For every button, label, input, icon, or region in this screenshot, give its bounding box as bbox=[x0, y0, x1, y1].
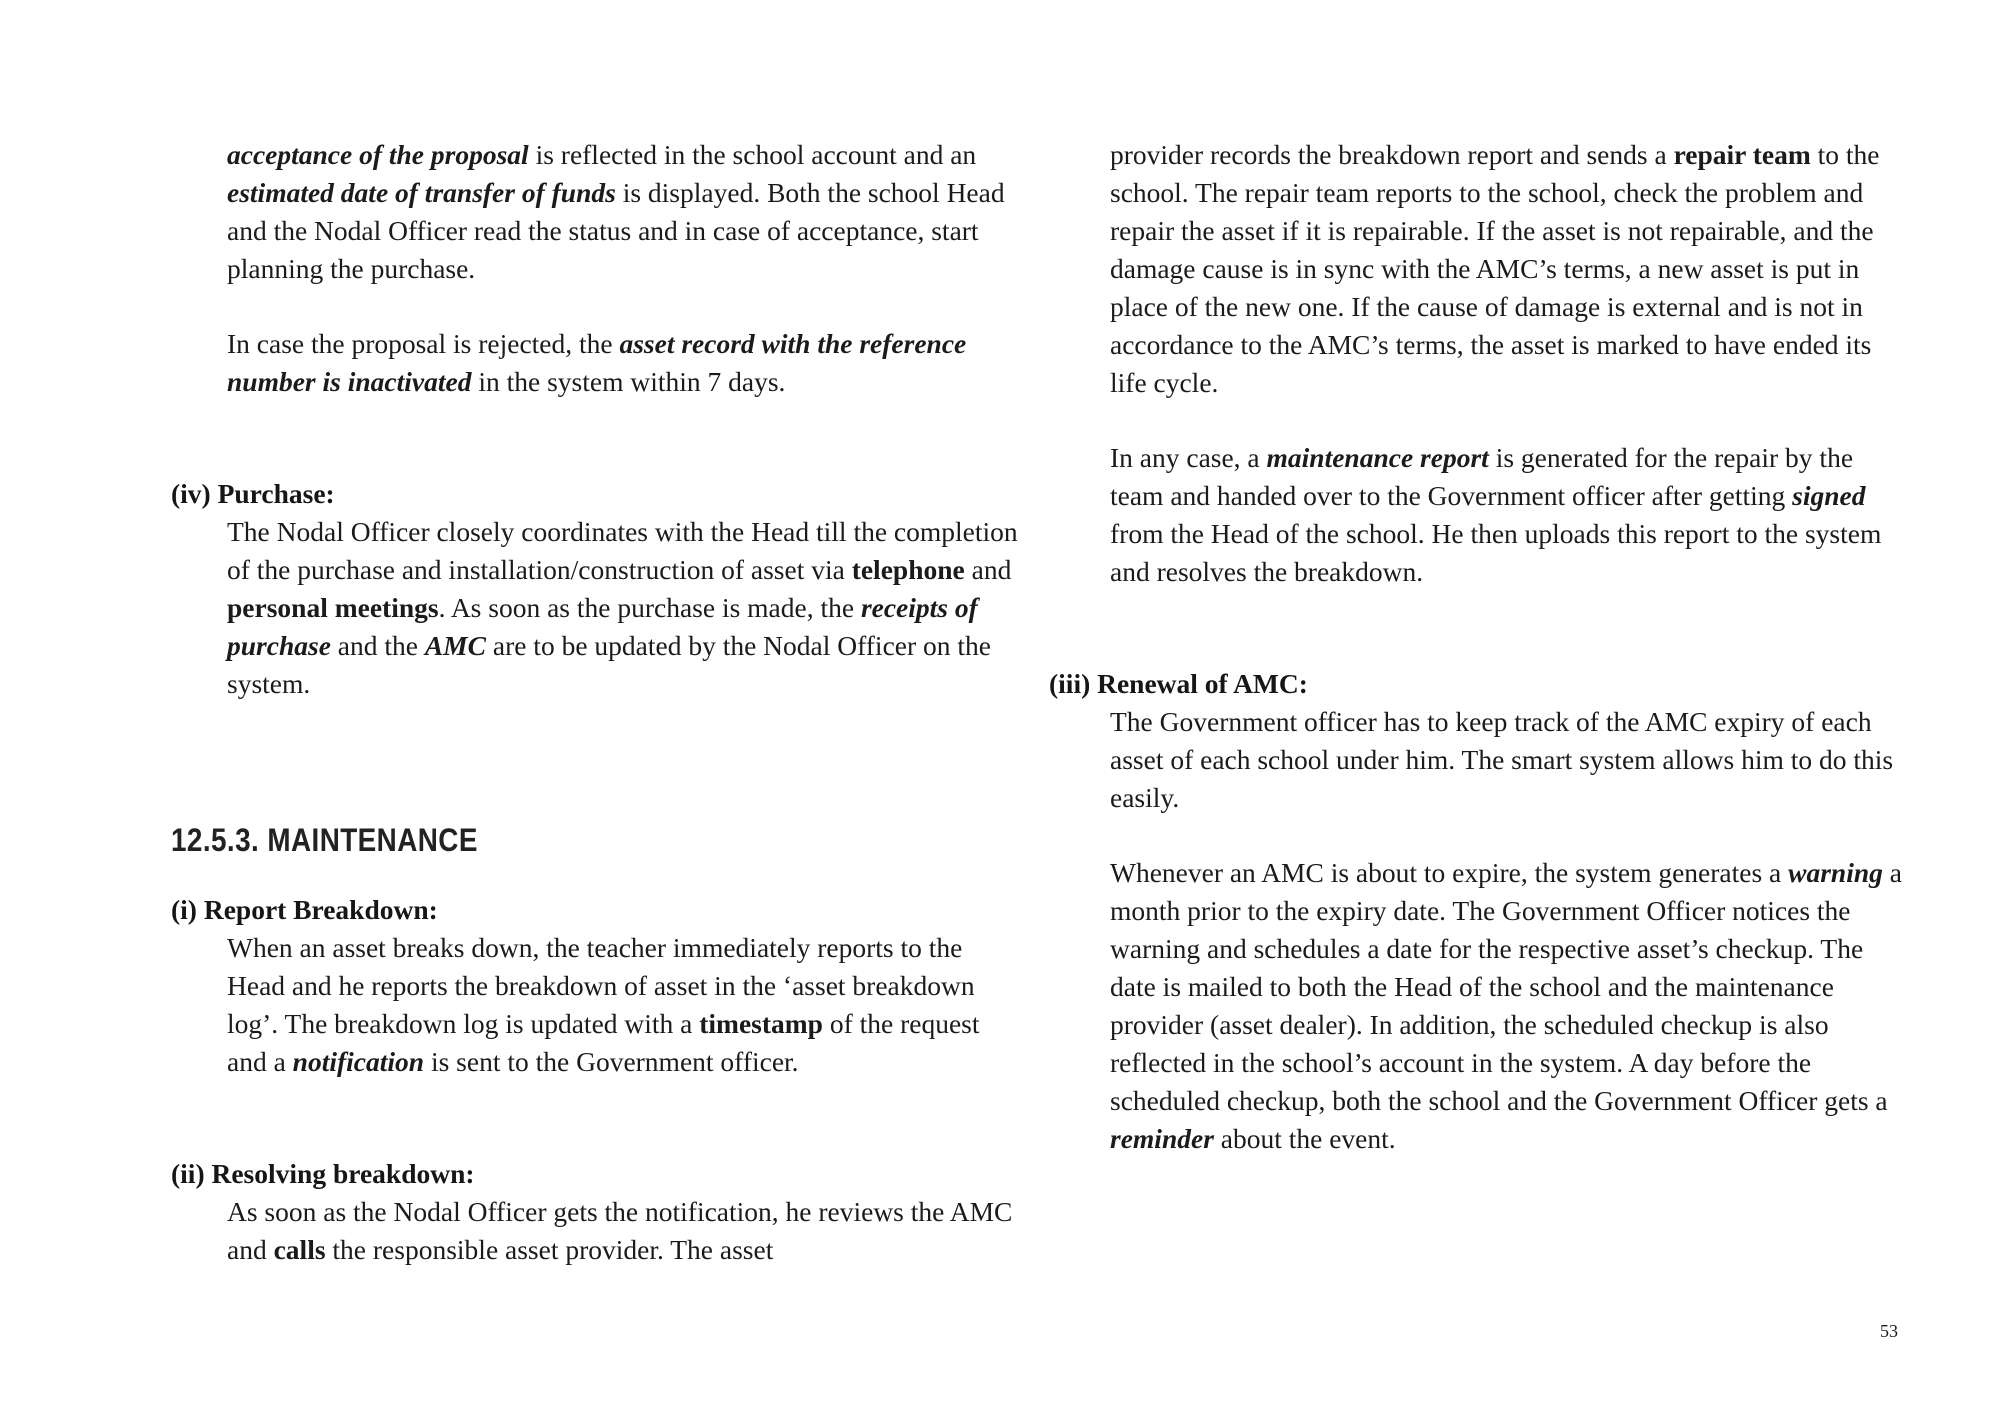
text-segment: receipts of purchase bbox=[227, 592, 978, 661]
text-segment: When an asset breaks down, the teacher immediately reports to the Head and he reports the breakdown of asset in the ‘asset breakdown log’. The breakdown log is updated with a bbox=[227, 932, 975, 1039]
paragraph bbox=[227, 136, 1019, 288]
paragraph bbox=[227, 325, 1019, 401]
item-heading: (i) Report Breakdown: bbox=[171, 894, 438, 925]
text-segment: and bbox=[964, 554, 1012, 585]
text-segment: timestamp bbox=[699, 1008, 823, 1039]
text-segment: The Nodal Officer closely coordinates with the Head till the completion of the purchase and installation/construction of asset via bbox=[227, 516, 1018, 585]
paragraph bbox=[1110, 854, 1910, 1158]
paragraph bbox=[227, 929, 1019, 1081]
text-segment: calls bbox=[273, 1234, 326, 1265]
text-segment: about the event. bbox=[1213, 1123, 1396, 1154]
text-segment: As soon as the Nodal Officer gets the notification, he reviews the AMC and bbox=[227, 1196, 1013, 1265]
text-segment: and the bbox=[330, 630, 425, 661]
text-segment: asset record with the reference number is inactivated bbox=[227, 328, 967, 397]
paragraph bbox=[227, 1193, 1019, 1269]
paragraph bbox=[1110, 703, 1910, 817]
text-segment: Whenever an AMC is about to expire, the system generates a bbox=[1110, 857, 1789, 888]
text-segment: in the system within 7 days. bbox=[471, 366, 786, 397]
text-segment: reminder bbox=[1110, 1123, 1214, 1154]
right-column bbox=[1049, 136, 1915, 1158]
paragraph bbox=[1110, 439, 1910, 591]
text-segment: notification bbox=[292, 1046, 425, 1077]
paragraph bbox=[227, 513, 1019, 703]
text-segment: signed bbox=[1792, 480, 1866, 511]
text-segment: the responsible asset provider. The asset bbox=[325, 1234, 774, 1265]
left-column bbox=[171, 136, 1019, 1269]
item-heading: (ii) Resolving breakdown: bbox=[171, 1158, 475, 1189]
text-segment: warning bbox=[1788, 857, 1883, 888]
text-segment: In any case, a bbox=[1110, 442, 1267, 473]
paragraph bbox=[1110, 136, 1910, 402]
text-segment: In case the proposal is rejected, the bbox=[227, 328, 620, 359]
item-heading: (iv) Purchase: bbox=[171, 478, 335, 509]
text-segment: provider records the breakdown report and sends a bbox=[1110, 139, 1674, 170]
text-segment: are to be updated by the Nodal Officer on the system. bbox=[227, 630, 991, 699]
text-segment: is reflected in the school account and an bbox=[528, 139, 977, 170]
item-heading: (iii) Renewal of AMC: bbox=[1049, 668, 1308, 699]
text-segment: of the request and a bbox=[227, 1008, 980, 1077]
page-number: 53 bbox=[1880, 1321, 1898, 1341]
text-segment: estimated date of transfer of funds bbox=[227, 177, 616, 208]
text-segment: is generated for the repair by the team and handed over to the Government officer after getting bbox=[1110, 442, 1854, 511]
text-segment: repair team bbox=[1673, 139, 1811, 170]
text-segment: is displayed. Both the school Head and the Nodal Officer read the status and in case of acceptance, start planning the purchase. bbox=[227, 177, 1005, 284]
text-segment: is sent to the Government officer. bbox=[424, 1046, 799, 1077]
text-segment: . As soon as the purchase is made, the bbox=[438, 592, 861, 623]
text-segment: acceptance of the proposal bbox=[227, 139, 529, 170]
text-segment: to the school. The repair team reports to the school, check the problem and repair the asset if it is repairable. If the asset is not repairable, and the damage cause is in sync with the AMC’s terms, a new asset is put in place of the new one. If the cause of damage is external and is not in accordance to the AMC’s terms, the asset is marked to have ended its life cycle. bbox=[1110, 139, 1880, 398]
section-heading-text: 12.5.3. MAINTENANCE bbox=[171, 822, 478, 858]
section-heading bbox=[171, 819, 1019, 861]
text-segment: telephone bbox=[851, 554, 965, 585]
text-segment: AMC bbox=[424, 630, 486, 661]
text-segment: personal meetings bbox=[227, 592, 439, 623]
text-segment: a month prior to the expiry date. The Government Officer notices the warning and schedules a date for the respective asset’s checkup. The date is mailed to both the Head of the school and the maintenance provider (asset dealer). In addition, the scheduled checkup is also reflected in the school’s account in the system. A day before the scheduled checkup, both the school and the Government Officer gets a bbox=[1110, 857, 1903, 1116]
text-segment: The Government officer has to keep track of the AMC expiry of each asset of each school under him. The smart system allows him to do this easily. bbox=[1110, 706, 1894, 813]
text-segment: maintenance report bbox=[1266, 442, 1489, 473]
text-segment: from the Head of the school. He then uploads this report to the system and resolves the breakdown. bbox=[1110, 518, 1882, 587]
